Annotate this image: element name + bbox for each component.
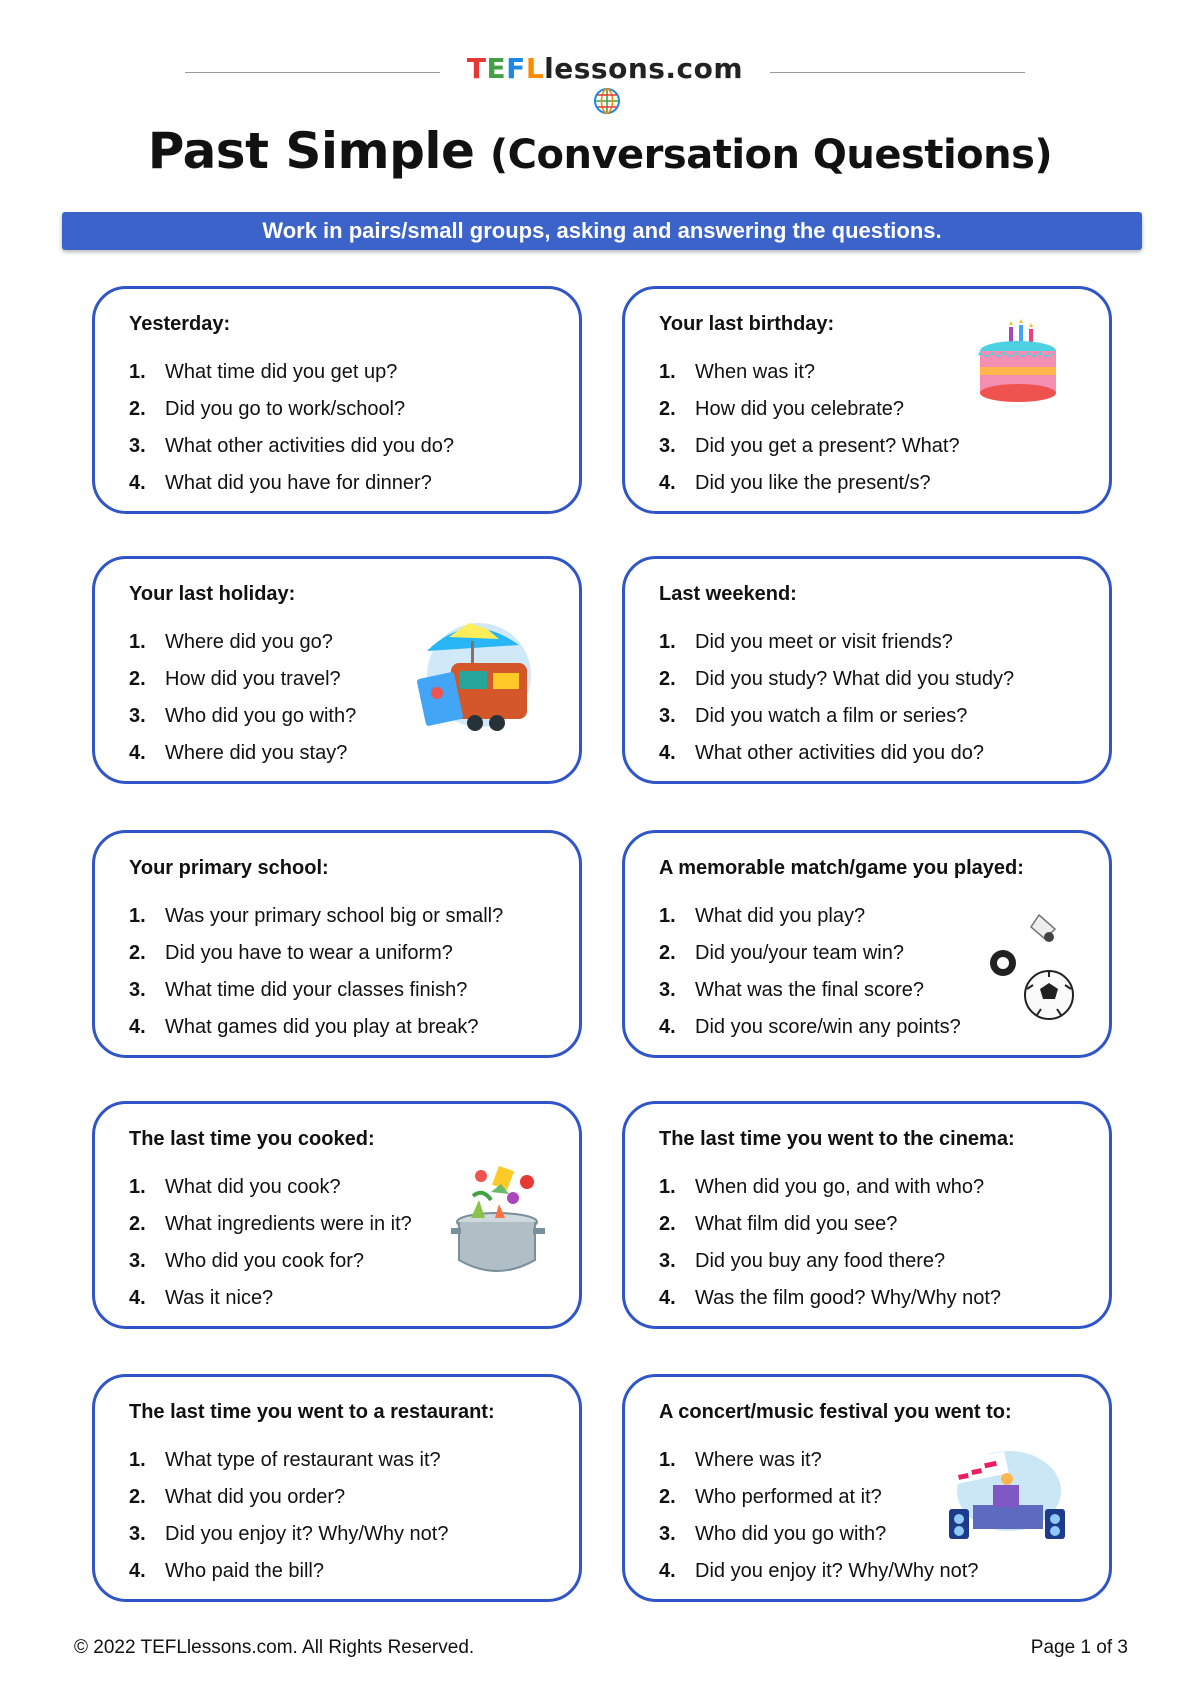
birthday-cake-icon xyxy=(973,317,1063,409)
question-item: 3. Did you buy any food there? xyxy=(659,1250,946,1272)
question-item: 3. Who did you go with? xyxy=(129,705,357,727)
question-item: 2. How did you travel? xyxy=(129,668,341,690)
page-title: Past Simple (Conversation Questions) xyxy=(147,122,1053,180)
question-card xyxy=(622,1101,1112,1329)
card-title: The last time you went to a restaurant: xyxy=(129,1401,495,1423)
ball-games-icon xyxy=(983,911,1083,1023)
rock-fest-icon xyxy=(943,1445,1069,1547)
question-item: 2. Did you study? What did you study? xyxy=(659,668,1015,690)
question-item: 2. Did you have to wear a uniform? xyxy=(129,942,453,964)
card-title: The last time you cooked: xyxy=(129,1128,375,1150)
card-title: Your last holiday: xyxy=(129,583,296,605)
question-item: 4. Did you score/win any points? xyxy=(659,1016,961,1038)
question-list xyxy=(129,1176,412,1324)
question-item: 1. What did you play? xyxy=(659,905,866,927)
card-title: Yesterday: xyxy=(129,313,231,335)
question-item: 3. Did you get a present? What? xyxy=(659,435,960,457)
question-item: 4. Where did you stay? xyxy=(129,742,348,764)
question-item: 3. Did you enjoy it? Why/Why not? xyxy=(129,1523,449,1545)
question-item: 2. Did you go to work/school? xyxy=(129,398,406,420)
question-item: 2. Who performed at it? xyxy=(659,1486,882,1508)
holiday-suitcase-icon xyxy=(409,615,539,733)
question-item: 4. What games did you play at break? xyxy=(129,1016,479,1038)
question-item: 3. Who did you cook for? xyxy=(129,1250,364,1272)
question-card xyxy=(92,1101,582,1329)
question-list xyxy=(129,905,503,1053)
question-list xyxy=(659,1449,978,1597)
question-list xyxy=(659,361,960,509)
instructions-banner: Work in pairs/small groups, asking and answering the questions. xyxy=(62,212,1142,250)
question-item: 4. Who paid the bill? xyxy=(129,1560,324,1582)
logo-divider-left xyxy=(185,72,440,73)
question-item: 1. Did you meet or visit friends? xyxy=(659,631,953,653)
question-list xyxy=(659,631,1014,779)
question-card xyxy=(92,556,582,784)
question-card xyxy=(92,286,582,514)
question-item: 3. Did you watch a film or series? xyxy=(659,705,968,727)
logo-header xyxy=(185,52,1025,92)
card-title: Your last birthday: xyxy=(659,313,835,335)
question-item: 1. What did you cook? xyxy=(129,1176,341,1198)
question-item: 4. Did you enjoy it? Why/Why not? xyxy=(659,1560,979,1582)
question-list xyxy=(129,631,356,779)
question-card xyxy=(622,1374,1112,1602)
question-card xyxy=(92,1374,582,1602)
question-item: 2. What did you order? xyxy=(129,1486,346,1508)
question-item: 2. What ingredients were in it? xyxy=(129,1213,412,1235)
question-item: 1. Was your primary school big or small? xyxy=(129,905,504,927)
page-indicator: Page 1 of 3 xyxy=(1030,1637,1128,1658)
question-item: 3. Who did you go with? xyxy=(659,1523,887,1545)
question-card xyxy=(622,830,1112,1058)
question-item: 4. Was it nice? xyxy=(129,1287,274,1309)
question-item: 3. What was the final score? xyxy=(659,979,924,1001)
question-list xyxy=(129,361,454,509)
card-title: A concert/music festival you went to: xyxy=(659,1401,1012,1423)
question-item: 2. Did you/your team win? xyxy=(659,942,904,964)
cooking-pot-icon xyxy=(451,1162,549,1282)
logo-divider-right xyxy=(770,72,1025,73)
card-title: The last time you went to the cinema: xyxy=(659,1128,1015,1150)
question-item: 4. Did you like the present/s? xyxy=(659,472,931,494)
card-title: Your primary school: xyxy=(129,857,329,879)
question-item: 4. What did you have for dinner? xyxy=(129,472,432,494)
question-item: 4. Was the film good? Why/Why not? xyxy=(659,1287,1002,1309)
question-item: 4. What other activities did you do? xyxy=(659,742,985,764)
question-item: 3. What other activities did you do? xyxy=(129,435,455,457)
question-card xyxy=(622,556,1112,784)
question-item: 1. What type of restaurant was it? xyxy=(129,1449,441,1471)
question-item: 2. What film did you see? xyxy=(659,1213,898,1235)
question-list xyxy=(659,1176,1001,1324)
question-list xyxy=(129,1449,448,1597)
question-list xyxy=(659,905,961,1053)
card-title: Last weekend: xyxy=(659,583,797,605)
question-card xyxy=(622,286,1112,514)
question-card xyxy=(92,830,582,1058)
question-item: 1. When did you go, and with who? xyxy=(659,1176,985,1198)
question-item: 1. Where did you go? xyxy=(129,631,333,653)
question-item: 1. What time did you get up? xyxy=(129,361,398,383)
site-logo: TEFLlessons.com xyxy=(455,52,755,118)
question-item: 2. How did you celebrate? xyxy=(659,398,905,420)
question-item: 1. Where was it? xyxy=(659,1449,822,1471)
globe-icon xyxy=(593,87,621,115)
card-title: A memorable match/game you played: xyxy=(659,857,1024,879)
copyright-text: © 2022 TEFLlessons.com. All Rights Reserved. xyxy=(74,1637,475,1658)
question-item: 1. When was it? xyxy=(659,361,816,383)
question-item: 3. What time did your classes finish? xyxy=(129,979,468,1001)
